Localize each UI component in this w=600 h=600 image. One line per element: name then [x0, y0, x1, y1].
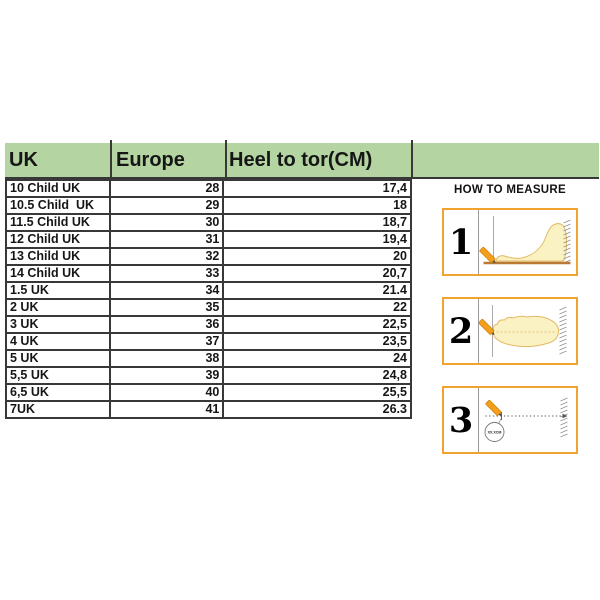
uk-size-cell: 12 Child UK — [6, 231, 110, 248]
europe-size-cell: 29 — [110, 197, 224, 214]
heel-to-toe-cell: 22,5 — [223, 316, 411, 333]
table-row — [6, 282, 411, 299]
europe-size-cell: 34 — [110, 282, 224, 299]
europe-size-cell: 41 — [110, 401, 224, 418]
uk-size-cell: 7UK — [6, 401, 110, 418]
uk-size-cell: 10.5 Child UK — [6, 197, 110, 214]
header-cell-uk: UK — [9, 148, 38, 171]
table-row — [6, 231, 411, 248]
table-row — [6, 299, 411, 316]
table-row — [6, 180, 411, 197]
table-row — [6, 384, 411, 401]
europe-size-cell: 30 — [110, 214, 224, 231]
europe-size-cell: 40 — [110, 384, 224, 401]
size-table-body — [6, 180, 411, 418]
step-number: 3 — [444, 388, 479, 452]
how-to-measure-title: HOW TO MEASURE — [454, 184, 566, 196]
heel-to-toe-cell: 19,4 — [223, 231, 411, 248]
uk-size-cell: 3 UK — [6, 316, 110, 333]
step-illustration — [479, 388, 576, 452]
column-divider — [225, 140, 227, 177]
uk-size-cell: 6,5 UK — [6, 384, 110, 401]
step-illustration — [479, 210, 576, 274]
step-number: 1 — [444, 210, 479, 274]
uk-size-cell: 5,5 UK — [6, 367, 110, 384]
heel-to-toe-cell: 25,5 — [223, 384, 411, 401]
table-row — [6, 401, 411, 418]
table-row — [6, 265, 411, 282]
europe-size-cell: 32 — [110, 248, 224, 265]
europe-size-cell: 37 — [110, 333, 224, 350]
table-row — [6, 197, 411, 214]
heel-to-toe-cell: 20 — [223, 248, 411, 265]
foot-sole-shape — [493, 316, 558, 346]
pencil-icon — [485, 400, 503, 418]
europe-size-cell: 28 — [110, 180, 224, 197]
uk-size-cell: 14 Child UK — [6, 265, 110, 282]
uk-size-cell: 1.5 UK — [6, 282, 110, 299]
measure-step-2 — [442, 297, 578, 365]
uk-size-cell: 5 UK — [6, 350, 110, 367]
table-row — [6, 350, 411, 367]
europe-size-cell: 36 — [110, 316, 224, 333]
heel-to-toe-cell: 22 — [223, 299, 411, 316]
europe-size-cell: 38 — [110, 350, 224, 367]
ruler-icon — [479, 389, 576, 451]
column-divider — [411, 140, 413, 177]
table-row — [6, 248, 411, 265]
size-table — [5, 179, 412, 419]
foot-side-icon — [479, 211, 576, 273]
table-row — [6, 333, 411, 350]
uk-size-cell: 13 Child UK — [6, 248, 110, 265]
header-cell-europe: Europe — [116, 148, 185, 171]
measure-step-3 — [442, 386, 578, 454]
heel-to-toe-cell: 21.4 — [223, 282, 411, 299]
uk-size-cell: 10 Child UK — [6, 180, 110, 197]
measure-step-1 — [442, 208, 578, 276]
europe-size-cell: 35 — [110, 299, 224, 316]
foot-side-shape — [496, 224, 567, 261]
foot-sole-icon — [479, 300, 576, 362]
step-illustration — [479, 299, 576, 363]
table-row — [6, 214, 411, 231]
europe-size-cell: 31 — [110, 231, 224, 248]
europe-size-cell: 39 — [110, 367, 224, 384]
heel-to-toe-cell: 23,5 — [223, 333, 411, 350]
heel-to-toe-cell: 17,4 — [223, 180, 411, 197]
uk-size-cell: 2 UK — [6, 299, 110, 316]
heel-to-toe-cell: 18,7 — [223, 214, 411, 231]
wall-hatch — [560, 307, 567, 354]
heel-to-toe-cell: 26.3 — [223, 401, 411, 418]
heel-to-toe-cell: 24 — [223, 350, 411, 367]
step-number: 2 — [444, 299, 479, 363]
column-divider — [110, 140, 112, 177]
header-cell-heel-to-toe: Heel to tor(CM) — [229, 148, 373, 171]
heel-to-toe-cell: 20,7 — [223, 265, 411, 282]
heel-to-toe-cell: 24,8 — [223, 367, 411, 384]
uk-size-cell: 4 UK — [6, 333, 110, 350]
europe-size-cell: 33 — [110, 265, 224, 282]
table-row — [6, 316, 411, 333]
measurement-label: XX.XCM — [487, 430, 502, 435]
uk-size-cell: 11.5 Child UK — [6, 214, 110, 231]
heel-to-toe-cell: 18 — [223, 197, 411, 214]
table-row — [6, 367, 411, 384]
